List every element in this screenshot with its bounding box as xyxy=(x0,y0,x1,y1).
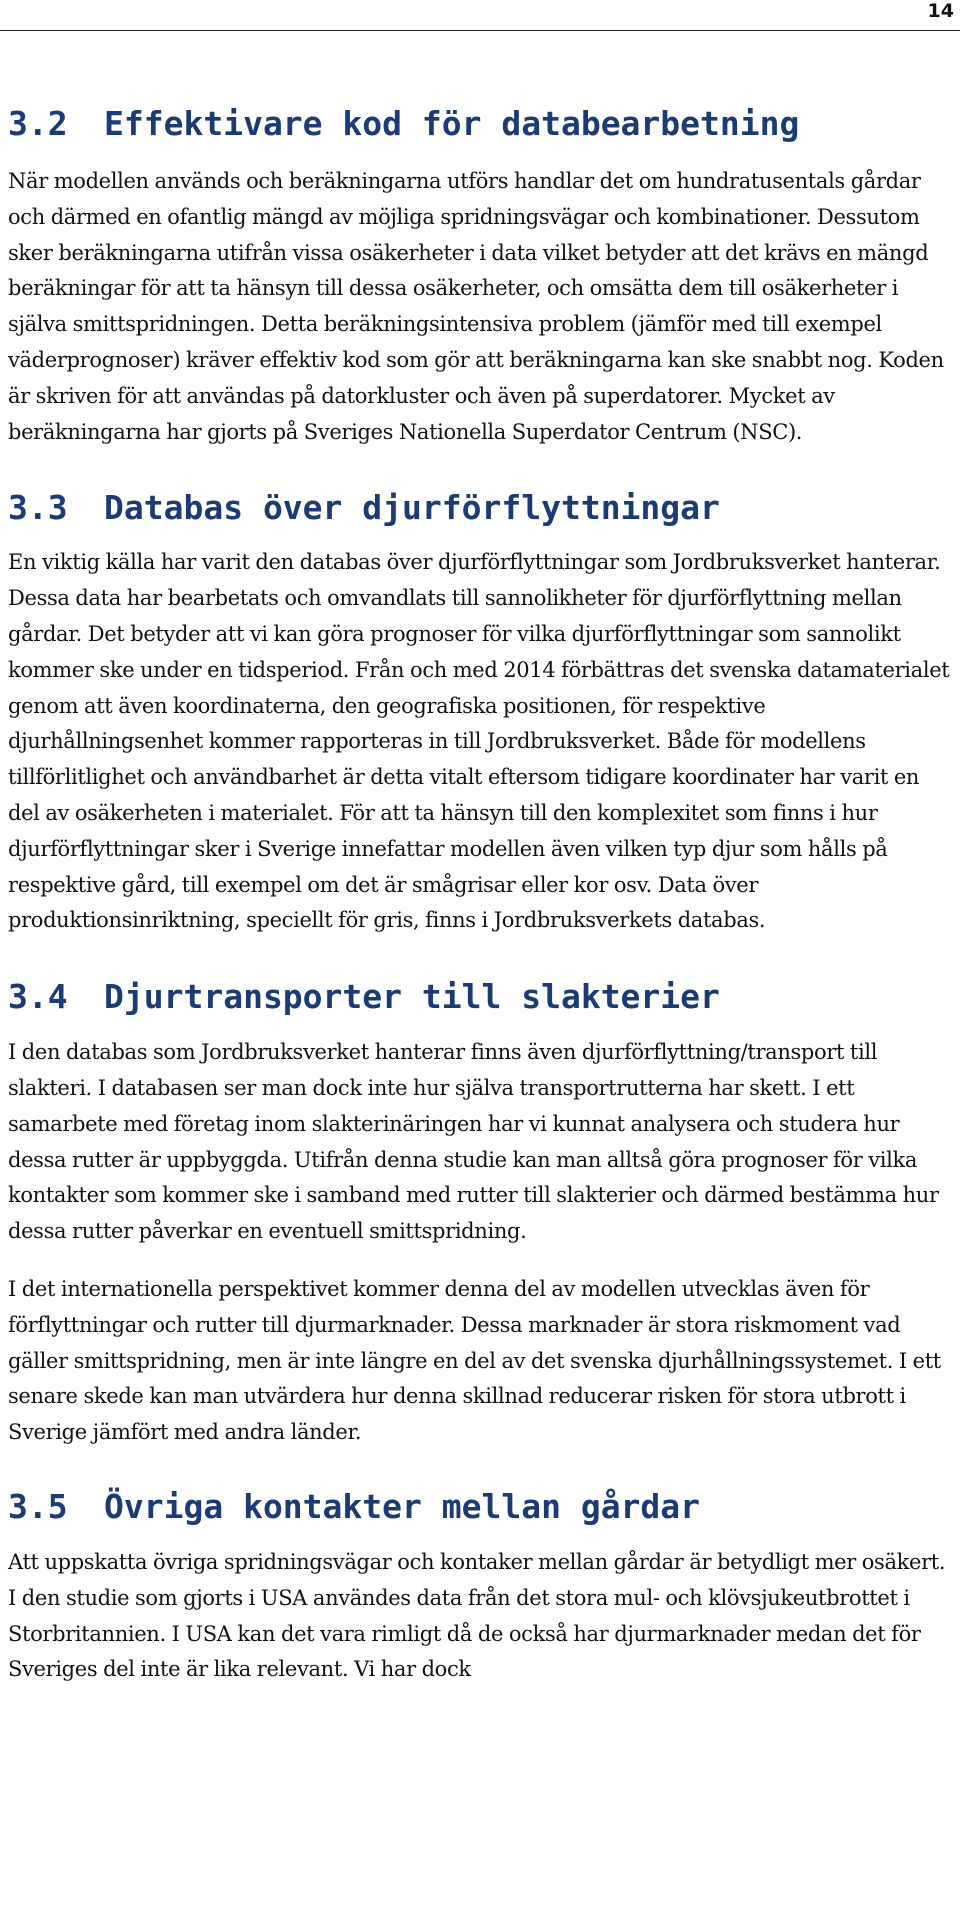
paragraph: Att uppskatta övriga spridningsvägar och kontaker mellan gårdar är betydligt mer osäkert. I den studie som gjorts i USA användes data från det stora mul- och klövsjukeutbrottet i Storbritannien. I USA kan det vara rimligt då de också har djurmarknader medan det för Sveriges del inte är lika relevant. Vi har dock xyxy=(8,1549,946,1682)
paragraph: I det internationella perspektivet kommer denna del av modellen utvecklas även för förflyttningar och rutter till djurmarknader. Dessa marknader är stora riskmoment vad gäller smittspridning, men är inte längre en del av det svenska djurhållningssystemet. I ett senare skede kan man utvärdera hur denna skillnad reducerar risken för stora utbrott i Sverige jämfört med andra länder. xyxy=(8,1276,941,1445)
section-title: Djurtransporter till slakterier xyxy=(104,977,720,1017)
section-heading-3-5 xyxy=(8,1487,953,1527)
section-title: Effektivare kod för databearbetning xyxy=(104,104,800,143)
section-heading-3-4 xyxy=(8,977,953,1017)
section-number: 3.3 xyxy=(8,488,68,528)
paragraph: När modellen används och beräkningarna utförs handlar det om hundratusentals gårdar och därmed en ofantlig mängd av möjliga spridningsvägar och kombinationer. Dessutom sker beräkningarna utifrån vissa osäkerheter i data vilket betyder att det krävs en mängd beräkningar för att ta hänsyn till dessa osäkerheter, och omsätta dem till osäkerheter i själva smittspridningen. Detta beräkningsintensiva problem (jämför med till exempel väderprognoser) kräver effektiv kod som gör att beräkningarna kan ske snabbt nog. Koden är skriven för att användas på datorkluster och även på superdatorer. Mycket av beräkningarna har gjorts på Sveriges Nationella Superdator Centrum (NSC). xyxy=(8,169,944,444)
page-header xyxy=(0,0,960,31)
document-body xyxy=(8,104,953,1688)
section-title: Databas över djurförflyttningar xyxy=(104,488,720,528)
paragraph: I den databas som Jordbruksverket hanterar finns även djurförflyttning/transport till slakteri. I databasen ser man dock inte hur själva transportrutterna har skett. I ett samarbete med företag inom slakterinäringen har vi kunnat analysera och studera hur dessa rutter är uppbyggda. Utifrån denna studie kan man alltså göra prognoser för vilka kontakter som kommer ske i samband med rutter till slakterier och därmed bestämma hur dessa rutter påverkar en eventuell smittspridning. xyxy=(8,1040,939,1244)
section-number: 3.4 xyxy=(8,977,68,1017)
section-number: 3.2 xyxy=(8,104,68,143)
section-number: 3.5 xyxy=(8,1486,68,1526)
section-title: Övriga kontakter mellan gårdar xyxy=(104,1486,701,1526)
section-heading-3-3 xyxy=(8,488,953,528)
page-number: 14 xyxy=(927,0,954,22)
paragraph: En viktig källa har varit den databas över djurförflyttningar som Jordbruksverket hanterar. Dessa data har bearbetats och omvandlats till sannolikheter för djurförflyttning mellan gårdar. Det betyder att vi kan göra prognoser för vilka djurförflyttningar som sannolikt kommer ske under en tidsperiod. Från och med 2014 förbättras det svenska datamaterialet genom att även koordinaterna, den geografiska positionen, för respektive djurhållningsenhet kommer rapporteras in till Jordbruksverket. Både för modellens tillförlitlighet och användbarhet är detta vitalt eftersom tidigare koordinater har varit en del av osäkerheten i materialet. För att ta hänsyn till den komplexitet som finns i hur djurförflyttningar sker i Sverige innefattar modellen även vilken typ djur som hålls på respektive gård, till exempel om det är smågrisar eller kor osv. Data över produktionsinriktning, speciellt för gris, finns i Jordbruksverkets databas. xyxy=(8,550,950,933)
section-heading-3-2 xyxy=(8,104,953,144)
